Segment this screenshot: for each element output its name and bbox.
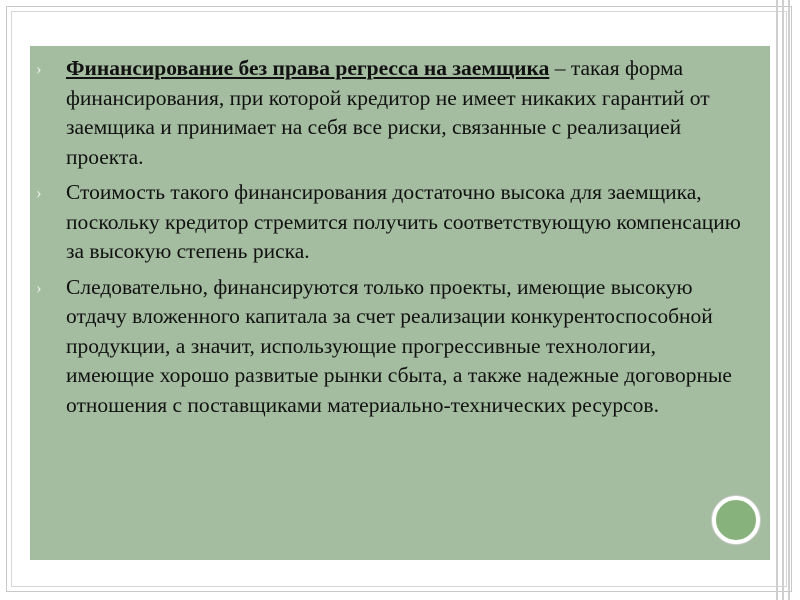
bullet-arrow-icon: ›	[36, 277, 42, 297]
bullet-arrow-icon: ›	[36, 183, 42, 202]
decor-stripe	[776, 0, 778, 600]
bullet-text: Следовательно, финансируются только проекты, имеющие высокую отдачу вложенного капитала за счет реализации конкурентоспособной продукции, а значит, использующие прогрессивные технологии, имеющие хорошо развитые рынки сбыта, а также надежные договорные отношения с поставщиками материально-технических ресурсов.	[66, 274, 732, 417]
bullet-text: – такая форма финансирования, при которой кредитор не имеет никаких гарантий от заемщика и принимает на себя все риски, связанные с реализацией проекта.	[66, 56, 710, 169]
content-panel	[30, 46, 770, 560]
bullet-text: Стоимость такого финансирования достаточно высока для заемщика, поскольку кредитор стремится получить соответствующую компенсацию за высокую степень риска.	[66, 180, 741, 263]
bullet-item	[36, 178, 744, 267]
term-definition: Финансирование без права регресса на заемщика	[66, 56, 550, 80]
decor-stripe	[782, 0, 784, 600]
bullet-item	[36, 273, 744, 421]
bullet-arrow-icon: ›	[36, 59, 42, 78]
decor-stripe	[788, 0, 790, 600]
bullet-item	[36, 54, 744, 172]
decor-circle	[712, 496, 760, 544]
